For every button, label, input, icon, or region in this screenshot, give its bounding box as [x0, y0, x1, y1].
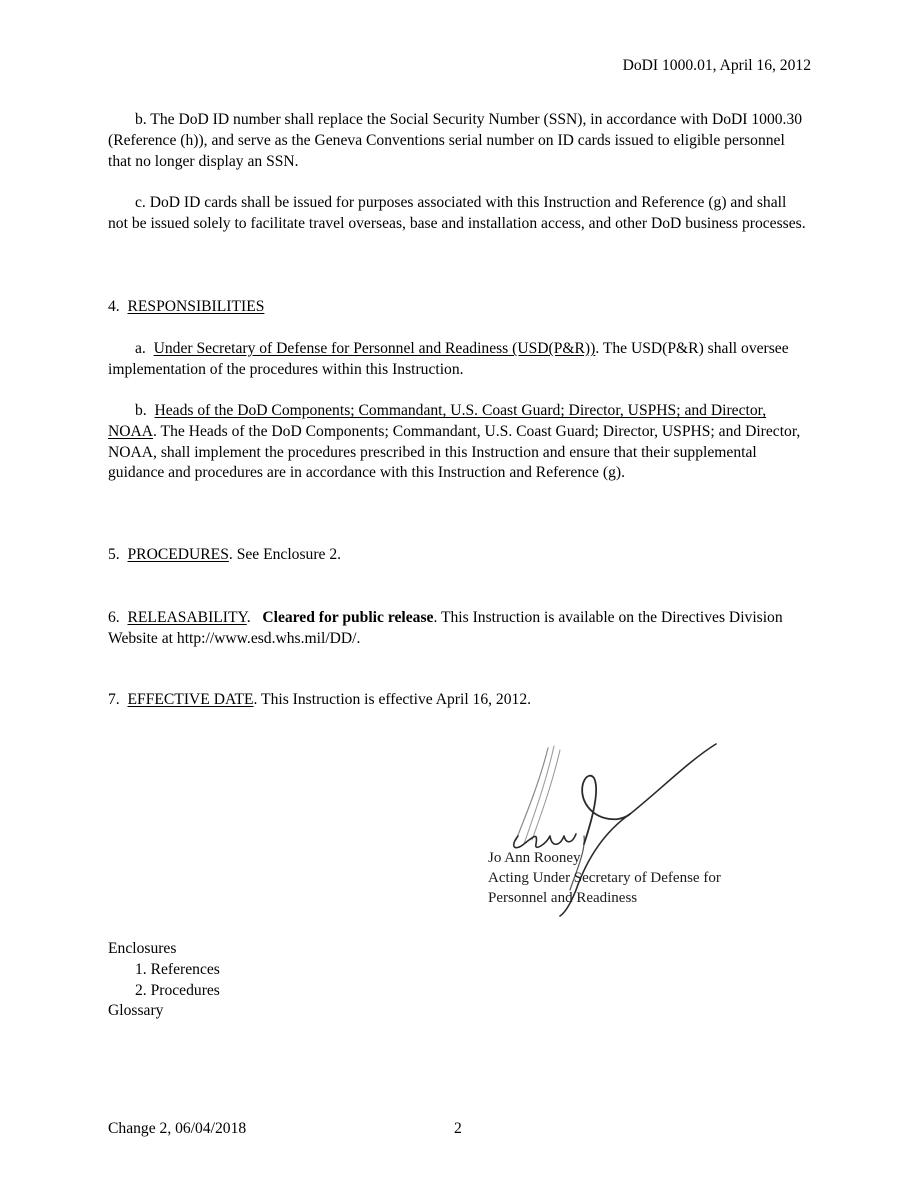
page-number: 2 [454, 1120, 462, 1137]
section-title: RESPONSIBILITIES [127, 298, 265, 315]
section-number: 5. [108, 546, 120, 563]
enclosure-item: 2. Procedures [135, 981, 220, 999]
signature-block [480, 740, 800, 920]
section-7 [108, 690, 808, 711]
paragraph-3b: b. The DoD ID number shall replace the Social Security Number (SSN), in accordance with DoDI 1000.30 (Reference (h)), and serve as the Geneva Conventions serial number on ID cards issued to eligible personnel that no longer display an SSN. [108, 111, 803, 170]
section-text: . This Instruction is effective April 16, 2012. [253, 691, 532, 708]
signatory-name: Jo Ann Rooney [488, 850, 581, 866]
section-6 [108, 608, 808, 650]
enclosure-item: 1. References [135, 960, 220, 978]
enclosures-heading: Enclosures [108, 940, 177, 957]
section-title: EFFECTIVE DATE [127, 691, 254, 708]
section-number: 6. [108, 609, 120, 626]
paragraph-prefix: a. [135, 340, 146, 357]
paragraph-title: Heads of the DoD Components; Commandant, U.S. Coast Guard; Director, USPHS; and Director, NOAA [108, 402, 767, 440]
section-number: 7. [108, 691, 120, 708]
paragraph-4a [108, 339, 808, 381]
signatory-title-line-2: Personnel and Readiness [488, 890, 638, 906]
section-separator: . [246, 609, 263, 626]
paragraph-3c: c. DoD ID cards shall be issued for purposes associated with this Instruction and Reference (g) and shall not be issued solely to facilitate travel overseas, base and installation access, and other DoD business processes. [108, 194, 806, 232]
paragraph-prefix: b. [135, 402, 147, 419]
page-header: DoDI 1000.01, April 16, 2012 [622, 57, 811, 74]
section-text: . See Enclosure 2. [228, 546, 342, 563]
paragraph-text: . The Heads of the DoD Components; Commandant, U.S. Coast Guard; Director, USPHS; and Director, NOAA, shall implement the procedures prescribed in this Instruction and ensure that their supplemental guidance and procedures are in accordance with this Instruction and Reference (g). [108, 422, 801, 482]
section-5 [108, 545, 808, 566]
paragraph-4b [108, 401, 808, 484]
section-title: RELEASABILITY [127, 609, 247, 626]
section-number: 4. [108, 298, 120, 315]
enclosures-list [108, 939, 220, 1022]
change-footer: Change 2, 06/04/2018 [108, 1120, 247, 1137]
section-title: PROCEDURES [127, 546, 229, 563]
section-text: . This Instruction is available on the Directives Division Website at http://www.esd.whs.mil/DD/. [108, 609, 783, 647]
signatory-title-line-1: Acting Under Secretary of Defense for [488, 870, 721, 886]
paragraph-title: Under Secretary of Defense for Personnel and Readiness (USD(P&R)) [153, 340, 596, 357]
release-statement: Cleared for public release [262, 609, 434, 626]
glossary-label: Glossary [108, 1002, 164, 1020]
section-4-heading [108, 297, 808, 318]
signatory [488, 848, 721, 908]
paragraph-text: . The USD(P&R) shall oversee implementation of the procedures within this Instruction. [108, 340, 789, 378]
